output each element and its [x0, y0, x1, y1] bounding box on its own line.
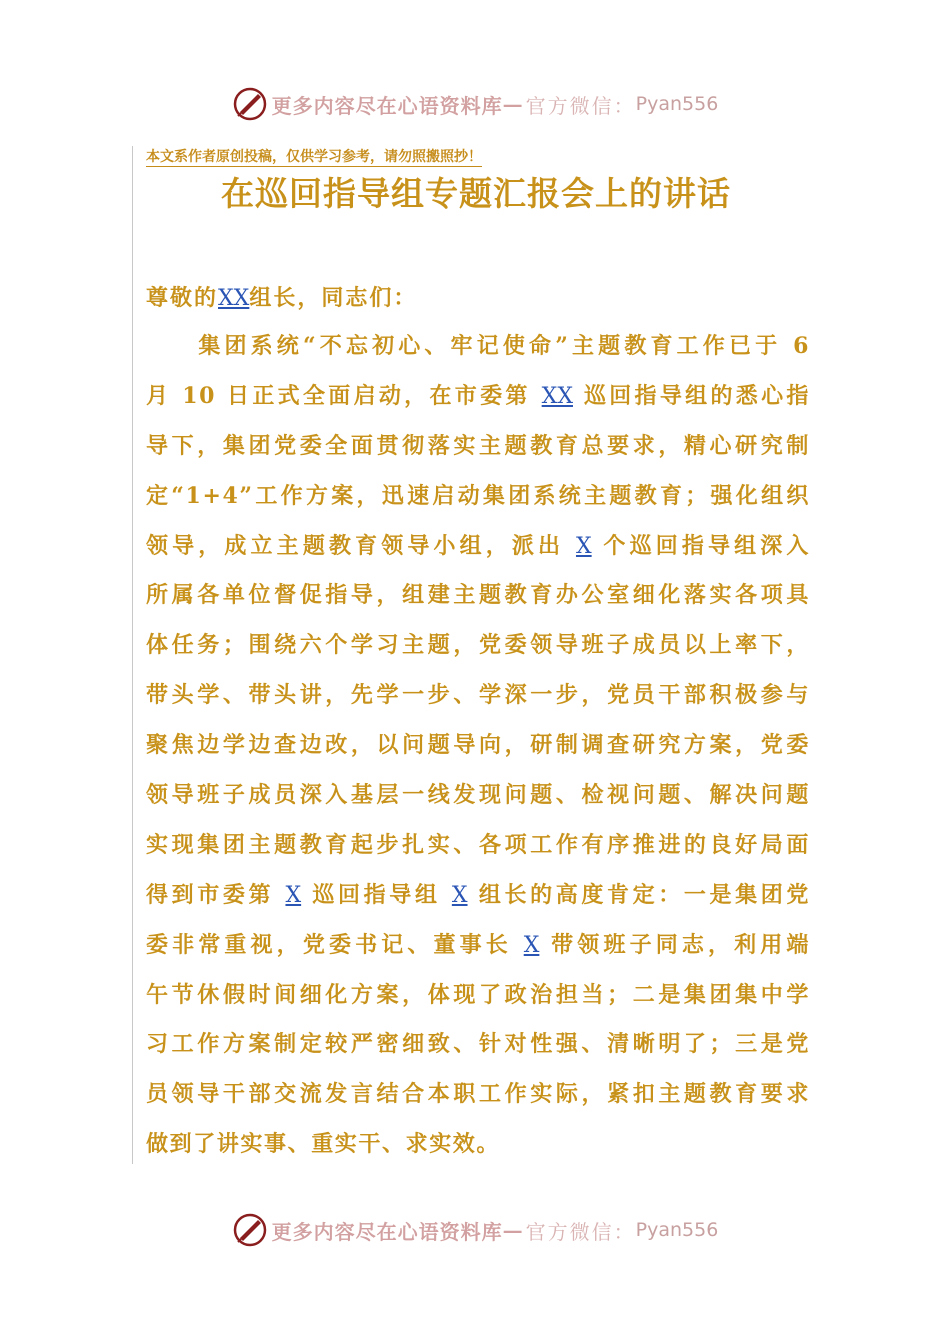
body-line: 实现集团主题教育起步扎实、各项工作有序推进的良好局面 [146, 831, 810, 858]
banner-wechat-id: Pyan556 [635, 93, 719, 115]
placeholder-link[interactable]: X [575, 533, 592, 559]
banner-library-text: 更多内容尽在心语资料库 [271, 1219, 503, 1244]
pen-circle-logo-icon [232, 1212, 268, 1248]
body-line: 所属各单位督促指导，组建主题教育办公室细化落实各项具 [146, 582, 810, 609]
body-line: 定“1+4”工作方案，迅速启动集团系统主题教育；强化组织 [146, 482, 810, 509]
banner-dash: — [502, 92, 524, 116]
pen-circle-logo-icon [232, 86, 268, 122]
body-line: 集团系统“不忘初心、牢记使命”主题教育工作已于 6 [146, 333, 810, 359]
body-line: 体任务；围绕六个学习主题，党委领导班子成员以上率下， [146, 632, 810, 659]
body-line: 委非常重视，党委书记、董事长 X 带领班子同志，利用端 [146, 931, 810, 958]
salutation [146, 278, 417, 319]
placeholder-link[interactable]: X [285, 882, 302, 908]
body-line: 习工作方案制定较严密细致、针对性强、清晰明了；三是党 [146, 1031, 810, 1058]
body-line: 领导，成立主题教育领导小组，派出 X 个巡回指导组深入 [146, 532, 810, 559]
body-paragraph [146, 322, 810, 1170]
salutation-suffix: 组长，同志们： [249, 285, 418, 311]
copyright-notice: 本文系作者原创投稿，仅供学习参考，请勿照搬照抄！ [146, 149, 482, 165]
left-margin-line [132, 146, 133, 1164]
body-line: 聚焦边学边查边改，以问题导向，研制调查研究方案，党委 [146, 732, 810, 759]
body-line: 领导班子成员深入基层一线发现问题、检视问题、解决问题 [146, 782, 810, 809]
banner-wechat-label: 官方微信： [525, 93, 636, 118]
header-banner [0, 84, 950, 124]
salutation-prefix: 尊敬的 [146, 285, 219, 311]
placeholder-link[interactable]: X [523, 932, 540, 958]
footer-banner [0, 1210, 950, 1250]
salutation-name-link[interactable]: XX [218, 286, 250, 311]
body-line: 做到了讲实事、重实干、求实效。 [146, 1131, 501, 1158]
body-line: 得到市委第 X 巡回指导组 X 组长的高度肯定：一是集团党 [146, 881, 810, 908]
body-line: 导下，集团党委全面贯彻落实主题教育总要求，精心研究制 [146, 432, 810, 459]
document-title: 在巡回指导组专题汇报会上的讲话 [221, 174, 731, 213]
banner-wechat-id: Pyan556 [635, 1219, 719, 1241]
banner-dash: — [502, 1218, 524, 1242]
placeholder-link[interactable]: X [451, 882, 468, 908]
body-line: 午节休假时间细化方案，体现了政治担当；二是集团集中学 [146, 981, 810, 1008]
banner-library-text: 更多内容尽在心语资料库 [271, 93, 503, 118]
placeholder-link[interactable]: XX [541, 383, 573, 409]
banner-wechat-label: 官方微信： [525, 1219, 636, 1244]
body-line: 员领导干部交流发言结合本职工作实际，紧扣主题教育要求 [146, 1081, 810, 1108]
body-line: 月 10 日正式全面启动，在市委第 XX 巡回指导组的悉心指 [146, 382, 810, 409]
body-line: 带头学、带头讲，先学一步、学深一步，党员干部积极参与 [146, 682, 810, 709]
